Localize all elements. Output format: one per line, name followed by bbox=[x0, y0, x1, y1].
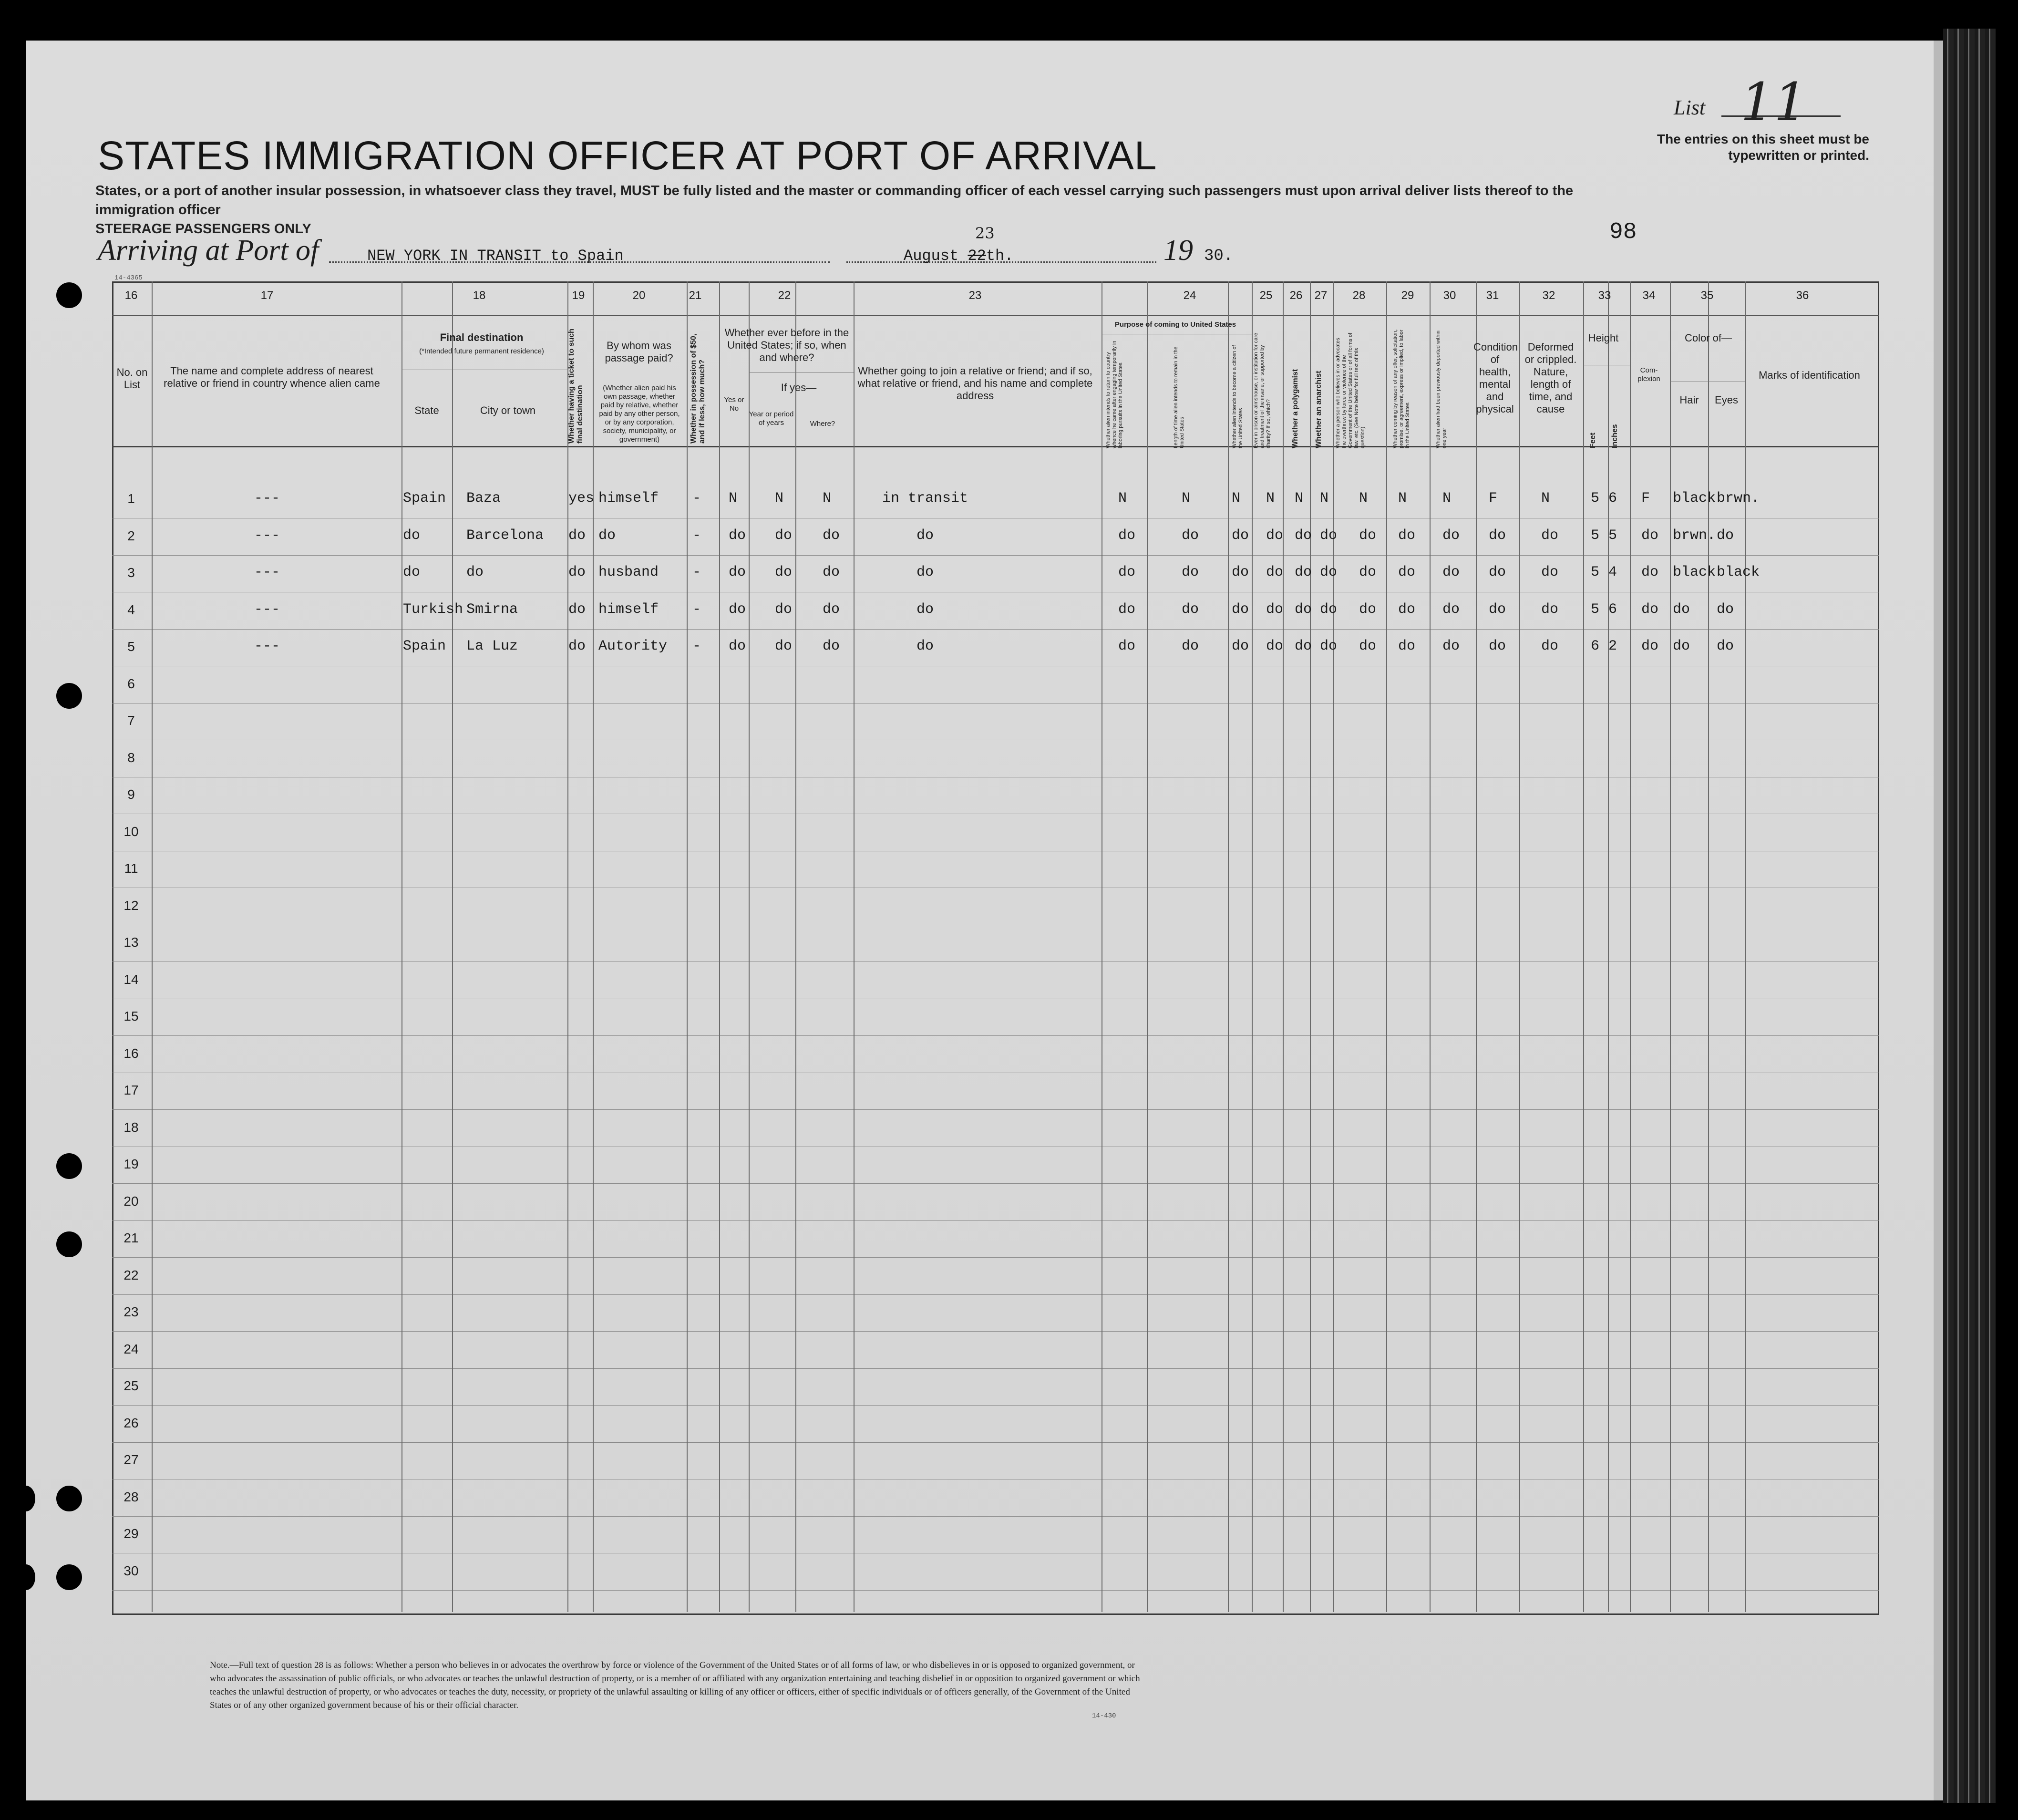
column-number: 31 bbox=[1486, 289, 1499, 302]
row-rule bbox=[112, 1294, 1879, 1295]
cell-money: - bbox=[692, 490, 701, 507]
cell-feet: 5 bbox=[1591, 527, 1600, 544]
cell-inches: 6 bbox=[1608, 601, 1617, 618]
cell-eyes: brwn. bbox=[1717, 490, 1760, 507]
cell-p3: do bbox=[1232, 601, 1249, 618]
header-anarchist: Whether an anarchist bbox=[1315, 371, 1323, 448]
cell-join: do bbox=[916, 638, 934, 654]
cell-c29: do bbox=[1398, 638, 1416, 654]
row-number: 9 bbox=[127, 787, 135, 802]
column-rule bbox=[749, 281, 750, 1612]
header-relative: The name and complete address of nearest relative or friend in country whence alien came bbox=[164, 365, 380, 389]
cell-c30: N bbox=[1442, 490, 1452, 507]
row-number: 14 bbox=[124, 972, 139, 987]
column-rule bbox=[1519, 281, 1520, 1612]
cell-ticket: do bbox=[568, 638, 586, 654]
cell-p1: do bbox=[1118, 601, 1136, 618]
cell-hair: brwn. bbox=[1673, 527, 1716, 544]
column-number: 21 bbox=[689, 289, 702, 302]
row-rule bbox=[112, 1331, 1879, 1332]
row-number: 19 bbox=[124, 1157, 139, 1171]
header-inches: Inches bbox=[1611, 424, 1619, 448]
cell-c29: do bbox=[1398, 527, 1416, 544]
cell-c25: do bbox=[1266, 601, 1284, 618]
cell-years: N bbox=[775, 490, 784, 507]
cell-c29: do bbox=[1398, 601, 1416, 618]
cell-deformed: do bbox=[1541, 601, 1559, 618]
binder-hole bbox=[56, 282, 82, 308]
cell-city: La Luz bbox=[466, 638, 518, 654]
header-purpose-length: Length of time alien intends to remain in the United States bbox=[1173, 346, 1185, 448]
cell-where: do bbox=[823, 638, 840, 654]
column-rule bbox=[1670, 281, 1671, 1612]
cell-eyes: do bbox=[1717, 601, 1734, 618]
cell-health: do bbox=[1489, 564, 1506, 580]
row-rule bbox=[112, 1405, 1879, 1406]
column-number: 26 bbox=[1289, 289, 1303, 302]
cell-c29: do bbox=[1398, 564, 1416, 580]
column-rule bbox=[1386, 281, 1387, 1612]
binder-hole bbox=[56, 1231, 82, 1257]
row-rule bbox=[112, 1442, 1879, 1443]
header-money: Whether in possession of $50, and if less, how much? bbox=[690, 333, 706, 444]
row-rule bbox=[112, 1109, 1879, 1110]
cell-c27: do bbox=[1320, 638, 1338, 654]
row-rule bbox=[112, 1183, 1879, 1184]
cell-complexion: do bbox=[1641, 638, 1659, 654]
cell-city: do bbox=[466, 564, 484, 580]
cell-deformed: do bbox=[1541, 564, 1559, 580]
row-number: 2 bbox=[127, 528, 135, 543]
cell-where: N bbox=[823, 490, 832, 507]
cell-c28: do bbox=[1359, 564, 1377, 580]
cell-c30: do bbox=[1442, 638, 1460, 654]
row-number: 6 bbox=[127, 676, 135, 691]
column-number: 35 bbox=[1700, 289, 1714, 302]
column-number-rule bbox=[112, 315, 1879, 316]
cell-c29: N bbox=[1398, 490, 1407, 507]
row-number: 11 bbox=[124, 861, 138, 876]
cell-deformed: do bbox=[1541, 638, 1559, 654]
list-number: 11 bbox=[1740, 72, 1807, 133]
header-year-period: Year or period of years bbox=[749, 410, 794, 427]
column-number: 36 bbox=[1796, 289, 1809, 302]
cell-join: do bbox=[916, 564, 934, 580]
cell-years: do bbox=[775, 601, 793, 618]
column-rule bbox=[1333, 281, 1334, 1612]
row-number: 4 bbox=[127, 602, 135, 617]
year-suffix: 30. bbox=[1204, 247, 1234, 265]
port-value: NEW YORK IN TRANSIT to Spain bbox=[367, 247, 624, 265]
column-rule bbox=[1583, 281, 1584, 1612]
cell-complexion: do bbox=[1641, 527, 1659, 544]
cell-c26: do bbox=[1295, 564, 1312, 580]
column-number: 16 bbox=[124, 289, 138, 302]
cell-where: do bbox=[823, 601, 840, 618]
column-rule bbox=[152, 281, 153, 1612]
column-rule bbox=[719, 281, 720, 1612]
cell-c27: do bbox=[1320, 564, 1338, 580]
column-rule bbox=[1430, 281, 1431, 1612]
cell-city: Smirna bbox=[466, 601, 518, 618]
steerage-line: STEERAGE PASSENGERS ONLY bbox=[95, 221, 311, 237]
list-label: List bbox=[1674, 96, 1706, 119]
row-rule bbox=[112, 1220, 1879, 1221]
footnote-form-code: 14-430 bbox=[1092, 1712, 1116, 1720]
cell-paid: Autority bbox=[598, 638, 668, 654]
column-number: 28 bbox=[1352, 289, 1366, 302]
cell-city: Barcelona bbox=[466, 527, 544, 544]
column-number: 19 bbox=[572, 289, 585, 302]
cell-c26: N bbox=[1295, 490, 1304, 507]
cell-p2: do bbox=[1182, 601, 1199, 618]
cell-paid: himself bbox=[598, 490, 659, 507]
cell-hair: do bbox=[1673, 601, 1690, 618]
column-rule bbox=[1476, 281, 1477, 1612]
row-rule bbox=[112, 1035, 1879, 1036]
row-number: 16 bbox=[124, 1045, 139, 1061]
cell-join: do bbox=[916, 601, 934, 618]
form-code: 14-4365 bbox=[114, 274, 143, 282]
cell-deformed: do bbox=[1541, 527, 1559, 544]
binder-hole bbox=[56, 1153, 82, 1179]
cell-yn: do bbox=[729, 638, 746, 654]
column-rule bbox=[1608, 281, 1609, 1612]
header-condition: Condition of health, mental and physical bbox=[1473, 341, 1518, 415]
header-ticket: Whether having a ticket to such final destination bbox=[567, 329, 584, 444]
row-rule bbox=[112, 629, 1879, 630]
cell-join: in transit bbox=[882, 490, 968, 507]
subtitle-line: States, or a port of another insular possession, in whatsoever class they travel, MUST be fully listed and the master or commanding officer of each vessel carrying such passengers must upon arrival deliver lists thereof to the immigration officer bbox=[95, 183, 1574, 217]
column-number: 17 bbox=[260, 289, 274, 302]
row-number: 1 bbox=[127, 491, 135, 506]
cell-feet: 5 bbox=[1591, 564, 1600, 580]
header-passage-paid: By whom was passage paid? bbox=[605, 340, 673, 364]
date-month: August bbox=[904, 247, 959, 265]
cell-state: Spain bbox=[403, 638, 446, 654]
cell-c26: do bbox=[1295, 601, 1312, 618]
cell-c25: N bbox=[1266, 490, 1275, 507]
column-number: 20 bbox=[632, 289, 646, 302]
cell-p3: do bbox=[1232, 638, 1249, 654]
cell-eyes: do bbox=[1717, 638, 1734, 654]
cell-years: do bbox=[775, 638, 793, 654]
row-number: 25 bbox=[124, 1378, 139, 1393]
cell-eyes: do bbox=[1717, 527, 1734, 544]
column-rule bbox=[593, 281, 594, 1612]
cell-c28: N bbox=[1359, 490, 1368, 507]
header-passage-paid-note: (Whether alien paid his own passage, whether paid by relative, whether paid by any other person, or by any corporation, society, municipality, or government) bbox=[599, 384, 680, 444]
column-number: 24 bbox=[1183, 289, 1196, 302]
row-rule bbox=[112, 1516, 1879, 1517]
column-rule bbox=[795, 281, 796, 1612]
cell-c30: do bbox=[1442, 564, 1460, 580]
footnote-q28: Note.—Full text of question 28 is as follows: Whether a person who believes in or advocates the overthrow by force or violence of the Government of the United States or of all forms of law, or who disbelieves in or is opposed to organized government, or who advocates the assassination of public officials, or who advocates or teaches the unlawful destruction of property, or is a member of or affiliated with any organization entertaining and teaching disbelief in or opposition to organized government or which teaches the unlawful destruction of property, or who advocates or teaches the duty, necessity, or propriety of the unlawful assaulting or killing of any officer or officers, either of specific individuals or of officers generally, of the Government of the United States or of any other organized government because of his or their official character. bbox=[210, 1660, 1140, 1710]
column-rule bbox=[854, 281, 855, 1612]
cell-hair: do bbox=[1673, 638, 1690, 654]
header-final-destination: Final destination bbox=[440, 331, 524, 343]
header-color-of: Color of— bbox=[1684, 332, 1732, 344]
column-rule bbox=[1708, 281, 1709, 1612]
column-rule bbox=[1252, 281, 1253, 1612]
cell-relative: --- bbox=[254, 638, 280, 654]
cell-c28: do bbox=[1359, 638, 1377, 654]
cell-city: Baza bbox=[466, 490, 501, 507]
column-rule bbox=[1310, 281, 1311, 1612]
column-number: 25 bbox=[1259, 289, 1273, 302]
header-hair: Hair bbox=[1679, 394, 1699, 406]
row-number: 29 bbox=[124, 1526, 139, 1541]
cell-p2: N bbox=[1182, 490, 1191, 507]
column-number: 30 bbox=[1443, 289, 1456, 302]
cell-ticket: do bbox=[568, 527, 586, 544]
column-rule bbox=[1745, 281, 1746, 1612]
column-number: 18 bbox=[473, 289, 486, 302]
row-number: 23 bbox=[124, 1304, 139, 1319]
column-number: 29 bbox=[1401, 289, 1414, 302]
cell-complexion: do bbox=[1641, 601, 1659, 618]
cell-deformed: N bbox=[1541, 490, 1550, 507]
cell-complexion: do bbox=[1641, 564, 1659, 580]
header-yes-no: Yes or No bbox=[724, 396, 744, 413]
cell-c30: do bbox=[1442, 601, 1460, 618]
cell-feet: 5 bbox=[1591, 601, 1600, 618]
header-final-destination-note: (*Intended future permanent residence) bbox=[419, 347, 544, 355]
cell-p3: do bbox=[1232, 564, 1249, 580]
cell-yn: do bbox=[729, 527, 746, 544]
cell-c28: do bbox=[1359, 601, 1377, 618]
row-number: 30 bbox=[124, 1563, 139, 1578]
row-rule bbox=[112, 555, 1879, 556]
cell-state: do bbox=[403, 527, 421, 544]
column-number: 34 bbox=[1642, 289, 1656, 302]
row-number: 13 bbox=[124, 935, 139, 950]
date-day-struck: 22 bbox=[968, 247, 986, 265]
cell-p1: do bbox=[1118, 638, 1136, 654]
cell-years: do bbox=[775, 527, 793, 544]
cell-paid: husband bbox=[598, 564, 659, 580]
cell-hair: black bbox=[1673, 564, 1716, 580]
cell-health: do bbox=[1489, 638, 1506, 654]
header-deformed: Deformed or crippled. Nature, length of time, and cause bbox=[1524, 341, 1577, 415]
header-purpose: Purpose of coming to United States bbox=[1114, 321, 1236, 329]
binder-hole bbox=[56, 683, 82, 709]
cell-money: - bbox=[692, 638, 701, 654]
header-q30: Whether alien had been previously deported within one year bbox=[1435, 330, 1447, 448]
row-number: 20 bbox=[124, 1193, 139, 1209]
cell-inches: 2 bbox=[1608, 638, 1617, 654]
cell-c28: do bbox=[1359, 527, 1377, 544]
row-rule bbox=[112, 1368, 1879, 1369]
column-rule bbox=[452, 281, 453, 1612]
manifest-table bbox=[112, 281, 1879, 1615]
cell-health: do bbox=[1489, 601, 1506, 618]
typewritten-note: The entries on this sheet must be typewritten or printed. bbox=[1657, 132, 1869, 163]
cell-years: do bbox=[775, 564, 793, 580]
binder-edge bbox=[1943, 29, 1996, 1803]
cell-complexion: F bbox=[1641, 490, 1650, 507]
row-number: 10 bbox=[124, 824, 139, 839]
date-day-handwritten: 23 bbox=[975, 224, 995, 242]
header-polygamist: Whether a polygamist bbox=[1291, 369, 1299, 448]
row-number: 8 bbox=[127, 750, 135, 765]
cell-yn: N bbox=[729, 490, 738, 507]
cell-join: do bbox=[916, 527, 934, 544]
cell-paid: do bbox=[598, 527, 616, 544]
cell-health: F bbox=[1489, 490, 1498, 507]
header-eyes: Eyes bbox=[1715, 394, 1738, 406]
row-number: 27 bbox=[124, 1452, 139, 1467]
subtitle bbox=[95, 181, 1574, 238]
header-q28: Whether a person who believes in or advocates the overthrow by force or violence of the Government of the United States or of all forms of law, etc. (See Note below for full text of this question) bbox=[1335, 332, 1366, 448]
cell-ticket: yes bbox=[568, 490, 595, 507]
date-day-suffix: th. bbox=[986, 247, 1014, 265]
row-number: 18 bbox=[124, 1119, 139, 1135]
column-number: 32 bbox=[1542, 289, 1555, 302]
cell-money: - bbox=[692, 527, 701, 544]
cell-inches: 5 bbox=[1608, 527, 1617, 544]
cell-p3: do bbox=[1232, 527, 1249, 544]
cell-state: do bbox=[403, 564, 421, 580]
binder-hole bbox=[16, 1564, 35, 1590]
header-prison: Ever in prison or almshouse, or institution for care and treatment of the insane, or supported by charity? If so, which? bbox=[1253, 332, 1271, 448]
header-q29: Whether coming by reason of any offer, solicitation, promise, or agreement, express or implied, to labor in the United States bbox=[1392, 329, 1411, 448]
header-city: City or town bbox=[480, 404, 536, 416]
cell-feet: 5 bbox=[1591, 490, 1600, 507]
header-purpose-citizen: Whether alien intends to become a citizen of the United States bbox=[1232, 345, 1244, 448]
cell-p1: do bbox=[1118, 527, 1136, 544]
header-purpose-return: Whether alien intends to return to country whence he came after engaging temporarily in laboring pursuits in the United States bbox=[1105, 341, 1123, 448]
row-number: 22 bbox=[124, 1267, 139, 1282]
cell-where: do bbox=[823, 527, 840, 544]
cell-c25: do bbox=[1266, 527, 1284, 544]
row-number: 3 bbox=[127, 565, 135, 580]
column-number: 27 bbox=[1314, 289, 1328, 302]
cell-p3: N bbox=[1232, 490, 1241, 507]
header-if-yes: If yes— bbox=[781, 382, 817, 393]
row-number: 26 bbox=[124, 1415, 139, 1430]
header-height: Height bbox=[1588, 332, 1619, 344]
column-number: 23 bbox=[968, 289, 982, 302]
row-number: 5 bbox=[127, 639, 135, 654]
date-value bbox=[904, 247, 1013, 265]
cell-p1: N bbox=[1118, 490, 1127, 507]
arriving-label: Arriving at Port of bbox=[98, 234, 319, 267]
year-prefix: 19 bbox=[1163, 234, 1193, 267]
cell-relative: --- bbox=[254, 490, 280, 507]
cell-paid: himself bbox=[598, 601, 659, 618]
row-number: 24 bbox=[124, 1341, 139, 1356]
binder-hole bbox=[56, 1564, 82, 1590]
cell-c27: do bbox=[1320, 601, 1338, 618]
cell-money: - bbox=[692, 564, 701, 580]
row-rule bbox=[112, 1257, 1879, 1258]
header-where: Where? bbox=[810, 420, 835, 428]
cell-c26: do bbox=[1295, 527, 1312, 544]
header-marks: Marks of identification bbox=[1759, 369, 1860, 381]
cell-health: do bbox=[1489, 527, 1506, 544]
cell-relative: --- bbox=[254, 564, 280, 580]
cell-inches: 4 bbox=[1608, 564, 1617, 580]
cell-p1: do bbox=[1118, 564, 1136, 580]
cell-where: do bbox=[823, 564, 840, 580]
cell-c27: N bbox=[1320, 490, 1329, 507]
cell-p2: do bbox=[1182, 638, 1199, 654]
row-number: 15 bbox=[124, 1009, 139, 1024]
row-number: 12 bbox=[124, 898, 139, 913]
cell-p2: do bbox=[1182, 527, 1199, 544]
column-rule bbox=[1630, 281, 1631, 1612]
column-rule bbox=[1147, 281, 1148, 1612]
header-no-on-list: No. on List bbox=[116, 366, 148, 391]
cell-inches: 6 bbox=[1608, 490, 1617, 507]
header-joining: Whether going to join a relative or friend; and if so, what relative or friend, and his name and complete address bbox=[857, 365, 1093, 402]
binder-hole bbox=[16, 1486, 35, 1511]
cell-yn: do bbox=[729, 564, 746, 580]
row-number: 17 bbox=[124, 1083, 139, 1097]
cell-relative: --- bbox=[254, 601, 280, 618]
row-rule bbox=[112, 1590, 1879, 1591]
cell-hair: black bbox=[1673, 490, 1716, 507]
header-complexion: Com-plexion bbox=[1637, 366, 1660, 383]
cell-c30: do bbox=[1442, 527, 1460, 544]
cell-p2: do bbox=[1182, 564, 1199, 580]
binder-hole bbox=[56, 1486, 82, 1511]
header-state: State bbox=[414, 404, 439, 416]
column-rule bbox=[687, 281, 688, 1612]
cell-money: - bbox=[692, 601, 701, 618]
page-title: STATES IMMIGRATION OFFICER AT PORT OF ARRIVAL bbox=[98, 133, 1157, 178]
column-rule bbox=[567, 281, 568, 1612]
cell-state: Spain bbox=[403, 490, 446, 507]
cell-c25: do bbox=[1266, 638, 1284, 654]
cell-c26: do bbox=[1295, 638, 1312, 654]
cell-feet: 6 bbox=[1591, 638, 1600, 654]
header-before-us: Whether ever before in the United States; if so, when and where? bbox=[724, 327, 849, 363]
header-feet: Feet bbox=[1589, 433, 1597, 448]
column-number: 33 bbox=[1598, 289, 1611, 302]
cell-ticket: do bbox=[568, 601, 586, 618]
cell-ticket: do bbox=[568, 564, 586, 580]
row-number: 21 bbox=[124, 1231, 139, 1245]
column-rule bbox=[1228, 281, 1229, 1612]
cell-relative: --- bbox=[254, 527, 280, 544]
cell-state: Turkish bbox=[403, 601, 463, 618]
row-number: 7 bbox=[127, 713, 135, 728]
sheet-number: 98 bbox=[1609, 219, 1637, 245]
cell-c25: do bbox=[1266, 564, 1284, 580]
cell-yn: do bbox=[729, 601, 746, 618]
column-rule bbox=[1283, 281, 1284, 1612]
cell-eyes: black bbox=[1717, 564, 1760, 580]
cell-c27: do bbox=[1320, 527, 1338, 544]
row-number: 28 bbox=[124, 1489, 139, 1504]
column-number: 22 bbox=[778, 289, 791, 302]
